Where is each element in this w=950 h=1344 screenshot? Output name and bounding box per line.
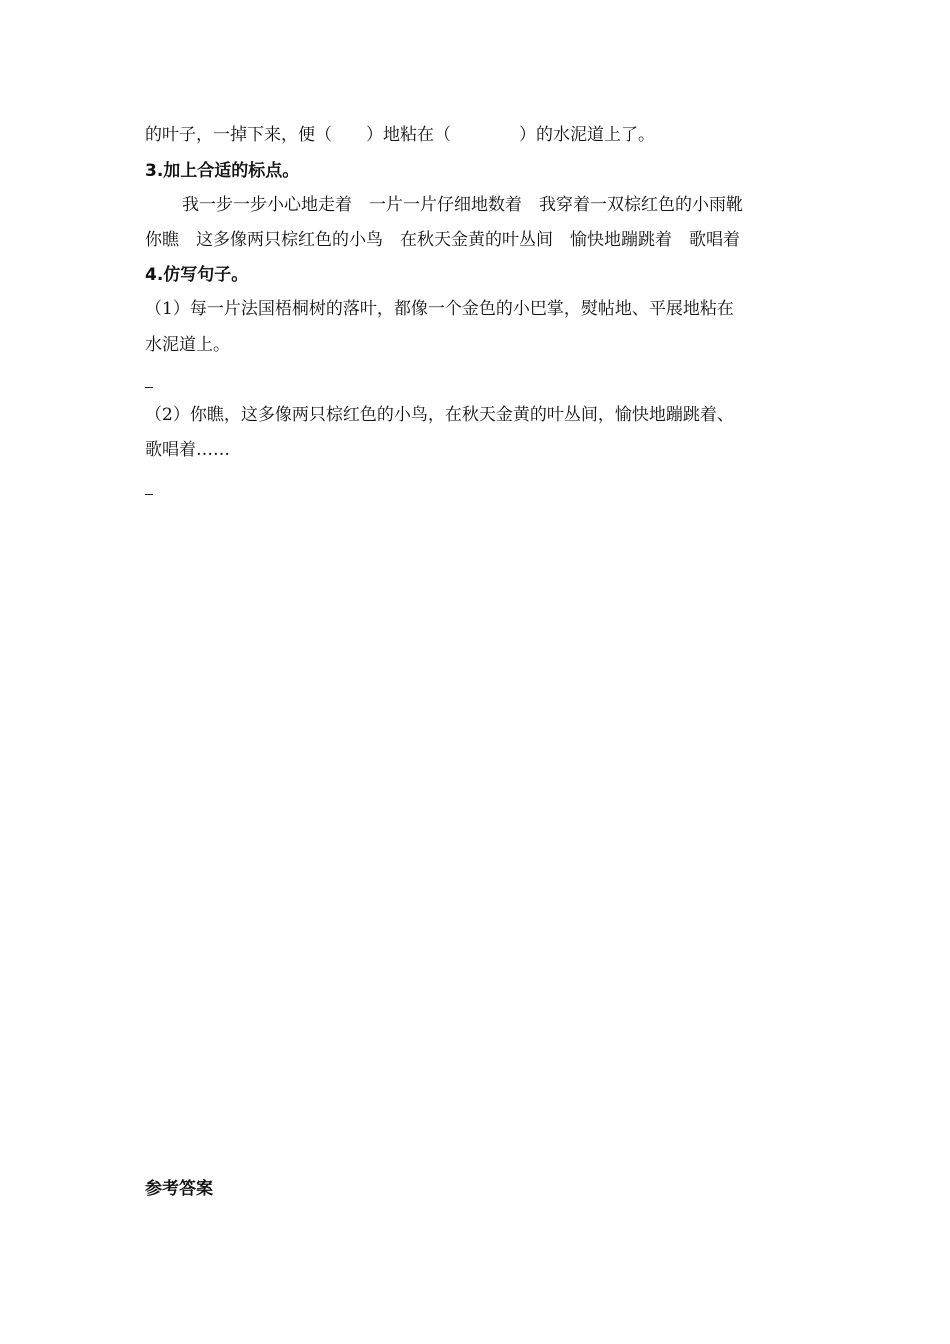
answer-key-title: 参考答案: [145, 1179, 213, 1199]
question-4-2-line-2: 歌唱着……: [145, 440, 230, 460]
question-4-2-line-1: （2）你瞧，这多像两只棕红色的小鸟，在秋天金黄的叶丛间，愉快地蹦跳着、: [145, 405, 734, 425]
fill-blank-sentence-tail: 的叶子，一掉下来，便（ ）地粘在（ ）的水泥道上了。: [145, 125, 655, 145]
question-3-text-line-1: 我一步一步小心地走着 一片一片仔细地数着 我穿着一双棕红色的小雨靴: [182, 195, 743, 215]
question-3-text-line-2: 你瞧 这多像两只棕红色的小鸟 在秋天金黄的叶丛间 愉快地蹦跳着 歌唱着: [145, 230, 740, 250]
question-4-title: 4.仿写句子。: [145, 265, 249, 285]
question-3-title: 3.加上合适的标点。: [145, 161, 300, 181]
question-4-1-line-1: （1）每一片法国梧桐树的落叶，都像一个金色的小巴掌，熨帖地、平展地粘在: [145, 299, 734, 319]
answer-blank-line-2: [145, 494, 153, 495]
answer-blank-line-1: [145, 387, 153, 388]
question-4-1-line-2: 水泥道上。: [145, 335, 230, 355]
